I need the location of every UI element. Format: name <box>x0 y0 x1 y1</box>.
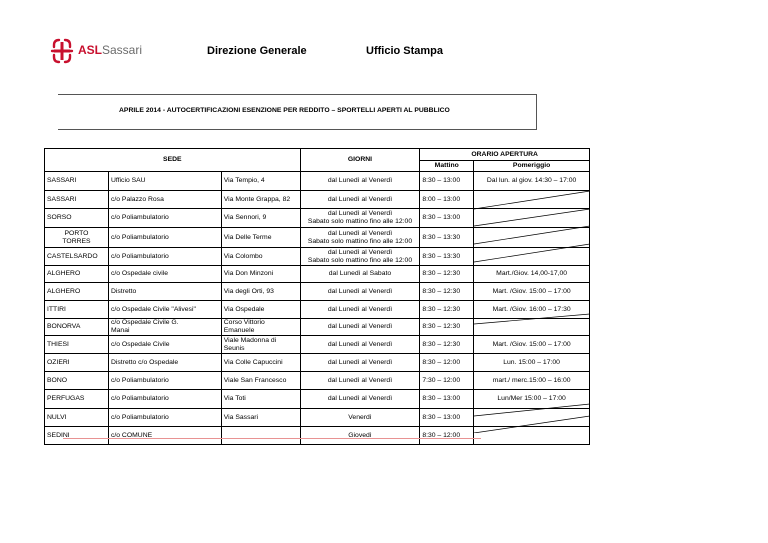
cell-giorni-text: dal Lunedì al Venerdì <box>327 305 393 313</box>
cell-citta-text: ALGHERO <box>47 287 81 295</box>
department-title: Direzione Generale <box>207 45 307 57</box>
strike-line <box>474 244 590 262</box>
footer-rule <box>63 438 481 439</box>
cell-struttura-text: c/o Ospedale Civile G. <box>110 319 179 326</box>
cell-struttura-text: c/o Poliambulatorio <box>110 395 169 402</box>
asl-logo <box>50 38 143 64</box>
cell-indirizzo-text: Via Colombo <box>223 252 263 260</box>
cell-mattino-text: 8:30 – 12:30 <box>422 305 461 313</box>
cell-giorni-text: Venerdì <box>348 413 372 421</box>
cell-giorni-text: dal Lunedì al Venerdì <box>327 177 393 184</box>
cell-mattino-text: 8:30 – 13:00 <box>422 177 461 184</box>
cell-giorni-text: dal Lunedì al Venerdì <box>327 340 393 348</box>
cell-citta-text: OZIERI <box>47 358 70 366</box>
cell-giorni-text: dal Lunedì al Venerdì <box>327 210 393 217</box>
cell-indirizzo-text: Via Ospedale <box>223 305 265 313</box>
cell-citta-text: SASSARI <box>47 177 77 184</box>
cell-citta-text: ITTIRI <box>47 305 66 313</box>
cell-struttura-text: c/o Poliambulatorio <box>110 413 169 421</box>
cell-struttura-text: c/o COMUNE <box>110 431 153 439</box>
cell-indirizzo-text: Via Monte Grappa, 82 <box>223 195 291 203</box>
cell-struttura-text: c/o Ospedale Civile <box>110 340 170 348</box>
cell-indirizzo-text-line2: Emanuele <box>223 327 255 334</box>
cell-struttura-text: Ufficio SAU <box>110 177 146 184</box>
cell-mattino-text: 8:30 – 13:30 <box>422 233 461 241</box>
cell-citta-text: BONORVA <box>47 323 81 330</box>
strike-line <box>474 209 590 226</box>
cell-mattino-text: 7:30 – 12:00 <box>422 376 461 384</box>
cell-mattino-text: 8:30 – 13:00 <box>422 395 461 402</box>
cell-indirizzo-text: Via Tempio, 4 <box>223 177 265 184</box>
cell-giorni-text: dal Lunedì al Venerdì <box>327 229 393 237</box>
cell-citta-text: PERFUGAS <box>47 395 85 402</box>
cell-citta-text: SASSARI <box>47 195 77 203</box>
header-giorni: GIORNI <box>300 149 420 172</box>
cell-struttura-text: Distretto <box>110 287 137 295</box>
cell-pomeriggio-text: Mart./Giov. 14,00-17,00 <box>496 270 568 277</box>
cell-citta-text: NULVI <box>47 413 67 421</box>
cell-giorni-text-line2: Sabato solo mattino fino alle 12:00 <box>307 218 413 225</box>
cell-struttura-text: c/o Poliambulatorio <box>110 233 169 241</box>
cell-struttura-text: Distretto c/o Ospedale <box>110 358 179 366</box>
cell-giorni-text: dal Lunedì al Venerdì <box>327 195 393 203</box>
cell-mattino-text: 8:30 – 13:30 <box>422 252 461 260</box>
cell-giorni-text-line2: Sabato solo mattino fino alle 12:00 <box>307 256 413 264</box>
cell-indirizzo-text: Via Sassari <box>223 413 259 421</box>
cell-struttura-text-line2: Manai <box>110 327 130 334</box>
cell-pomeriggio-text: Lun/Mer 15:00 – 17:00 <box>497 395 566 402</box>
cell-indirizzo-text: Via Toti <box>223 395 246 402</box>
header-pomeriggio: Pomeriggio <box>474 161 590 172</box>
cell-giorni-text: dal Lunedì al Venerdì <box>327 395 393 402</box>
cell-indirizzo-text: Via Colle Capuccini <box>223 358 283 366</box>
cell-indirizzo-text: Via degli Orti, 93 <box>223 287 274 295</box>
cell-mattino-text: 8:30 – 12:30 <box>422 287 461 295</box>
cell-giorni-text: dal Lunedì al Sabato <box>328 270 392 277</box>
banner-title: APRILE 2014 - AUTOCERTIFICAZIONI ESENZIONE PER REDDITO – SPORTELLI APERTI AL PUBBLICO <box>119 107 450 114</box>
cell-giorni-text: dal Lunedì al Venerdì <box>327 376 393 384</box>
cell-struttura-text: c/o Ospedale civile <box>110 270 169 277</box>
strike-line <box>474 191 590 209</box>
office-title: Ufficio Stampa <box>366 45 444 57</box>
cell-mattino-text: 8:30 – 13:00 <box>422 214 461 221</box>
cell-struttura-text: c/o Ospedale Civile "Alivesi" <box>110 305 196 313</box>
cell-citta-text: CASTELSARDO <box>47 252 98 260</box>
header-mattino: Mattino <box>420 161 474 172</box>
cell-giorni-text: dal Lunedì al Venerdì <box>327 287 393 295</box>
cell-mattino-text: 8:30 – 13:00 <box>422 413 461 421</box>
cell-citta-text: THIESI <box>47 340 69 348</box>
cell-mattino-text: 8:00 – 13:00 <box>422 195 461 203</box>
cell-mattino-text: 8:30 – 12:30 <box>422 323 461 330</box>
cell-mattino-text: 8:30 – 12:30 <box>422 340 461 348</box>
cell-mattino-text: 8:30 – 12:00 <box>422 358 461 366</box>
cell-struttura-text: c/o Poliambulatorio <box>110 252 169 260</box>
cell-pomeriggio-text: Lun. 15:00 – 17:00 <box>503 358 560 366</box>
cell-giorni-text: dal Lunedì al Venerdì <box>327 323 393 330</box>
cell-citta-text: SEDINI <box>47 431 70 439</box>
strike-line <box>474 416 590 433</box>
header-sede: SEDE <box>45 149 301 172</box>
cell-indirizzo-text: Viale Madonna di <box>223 336 277 344</box>
cell-giorni-text: Giovedì <box>348 431 372 439</box>
cell-citta-text: BONO <box>47 376 68 384</box>
cell-pomeriggio-text: Mart. /Giov. 16:00 – 17:30 <box>492 305 571 313</box>
cell-mattino-text: 8:30 – 12:00 <box>422 431 461 439</box>
cell-giorni-text: dal Lunedì al Venerdì <box>327 358 393 366</box>
cell-pomeriggio-text: Dal lun. al giov. 14:30 – 17:00 <box>486 177 577 184</box>
cell-pomeriggio-text: mart./ merc.15:00 – 16:00 <box>492 376 571 384</box>
empty-cell-strikes <box>44 148 590 433</box>
cell-giorni-text-line2: Sabato solo mattino fino alle 12:00 <box>307 237 413 245</box>
logo-text: ASLSassari <box>78 43 143 57</box>
header-orario: ORARIO APERTURA <box>420 149 590 161</box>
offices-table <box>44 148 590 439</box>
strike-line <box>474 314 590 324</box>
cell-pomeriggio-text: Mart. /Giov. 15:00 – 17:00 <box>492 340 571 348</box>
asl-logo-icon <box>50 38 74 64</box>
cell-citta-text: ALGHERO <box>47 270 81 277</box>
cell-indirizzo-text: Corso Vittorio <box>223 319 265 326</box>
title-banner <box>58 94 537 130</box>
cell-citta-text: SORSO <box>47 214 72 221</box>
cell-struttura-text: c/o Poliambulatorio <box>110 214 169 221</box>
cell-mattino-text: 8:30 – 12:30 <box>422 270 461 277</box>
cell-indirizzo-text: Via Don Minzoni <box>223 270 274 277</box>
strike-line <box>474 226 590 244</box>
cell-indirizzo-text: Viale San Francesco <box>223 376 287 384</box>
cell-pomeriggio-text: Mart. /Giov. 15:00 – 17:00 <box>492 287 571 295</box>
cell-indirizzo-text: Via Sennori, 9 <box>223 214 267 221</box>
strike-line <box>474 404 590 416</box>
cell-indirizzo-text: Via Delle Terme <box>223 233 272 241</box>
cell-indirizzo-text-line2: Seunis <box>223 344 245 352</box>
cell-citta-text: PORTO <box>64 229 89 237</box>
cell-citta-text-line2: TORRES <box>62 237 91 245</box>
cell-struttura-text: c/o Poliambulatorio <box>110 376 169 384</box>
cell-struttura-text: c/o Palazzo Rosa <box>110 195 164 203</box>
cell-giorni-text: dal Lunedì al Venerdì <box>327 248 393 256</box>
